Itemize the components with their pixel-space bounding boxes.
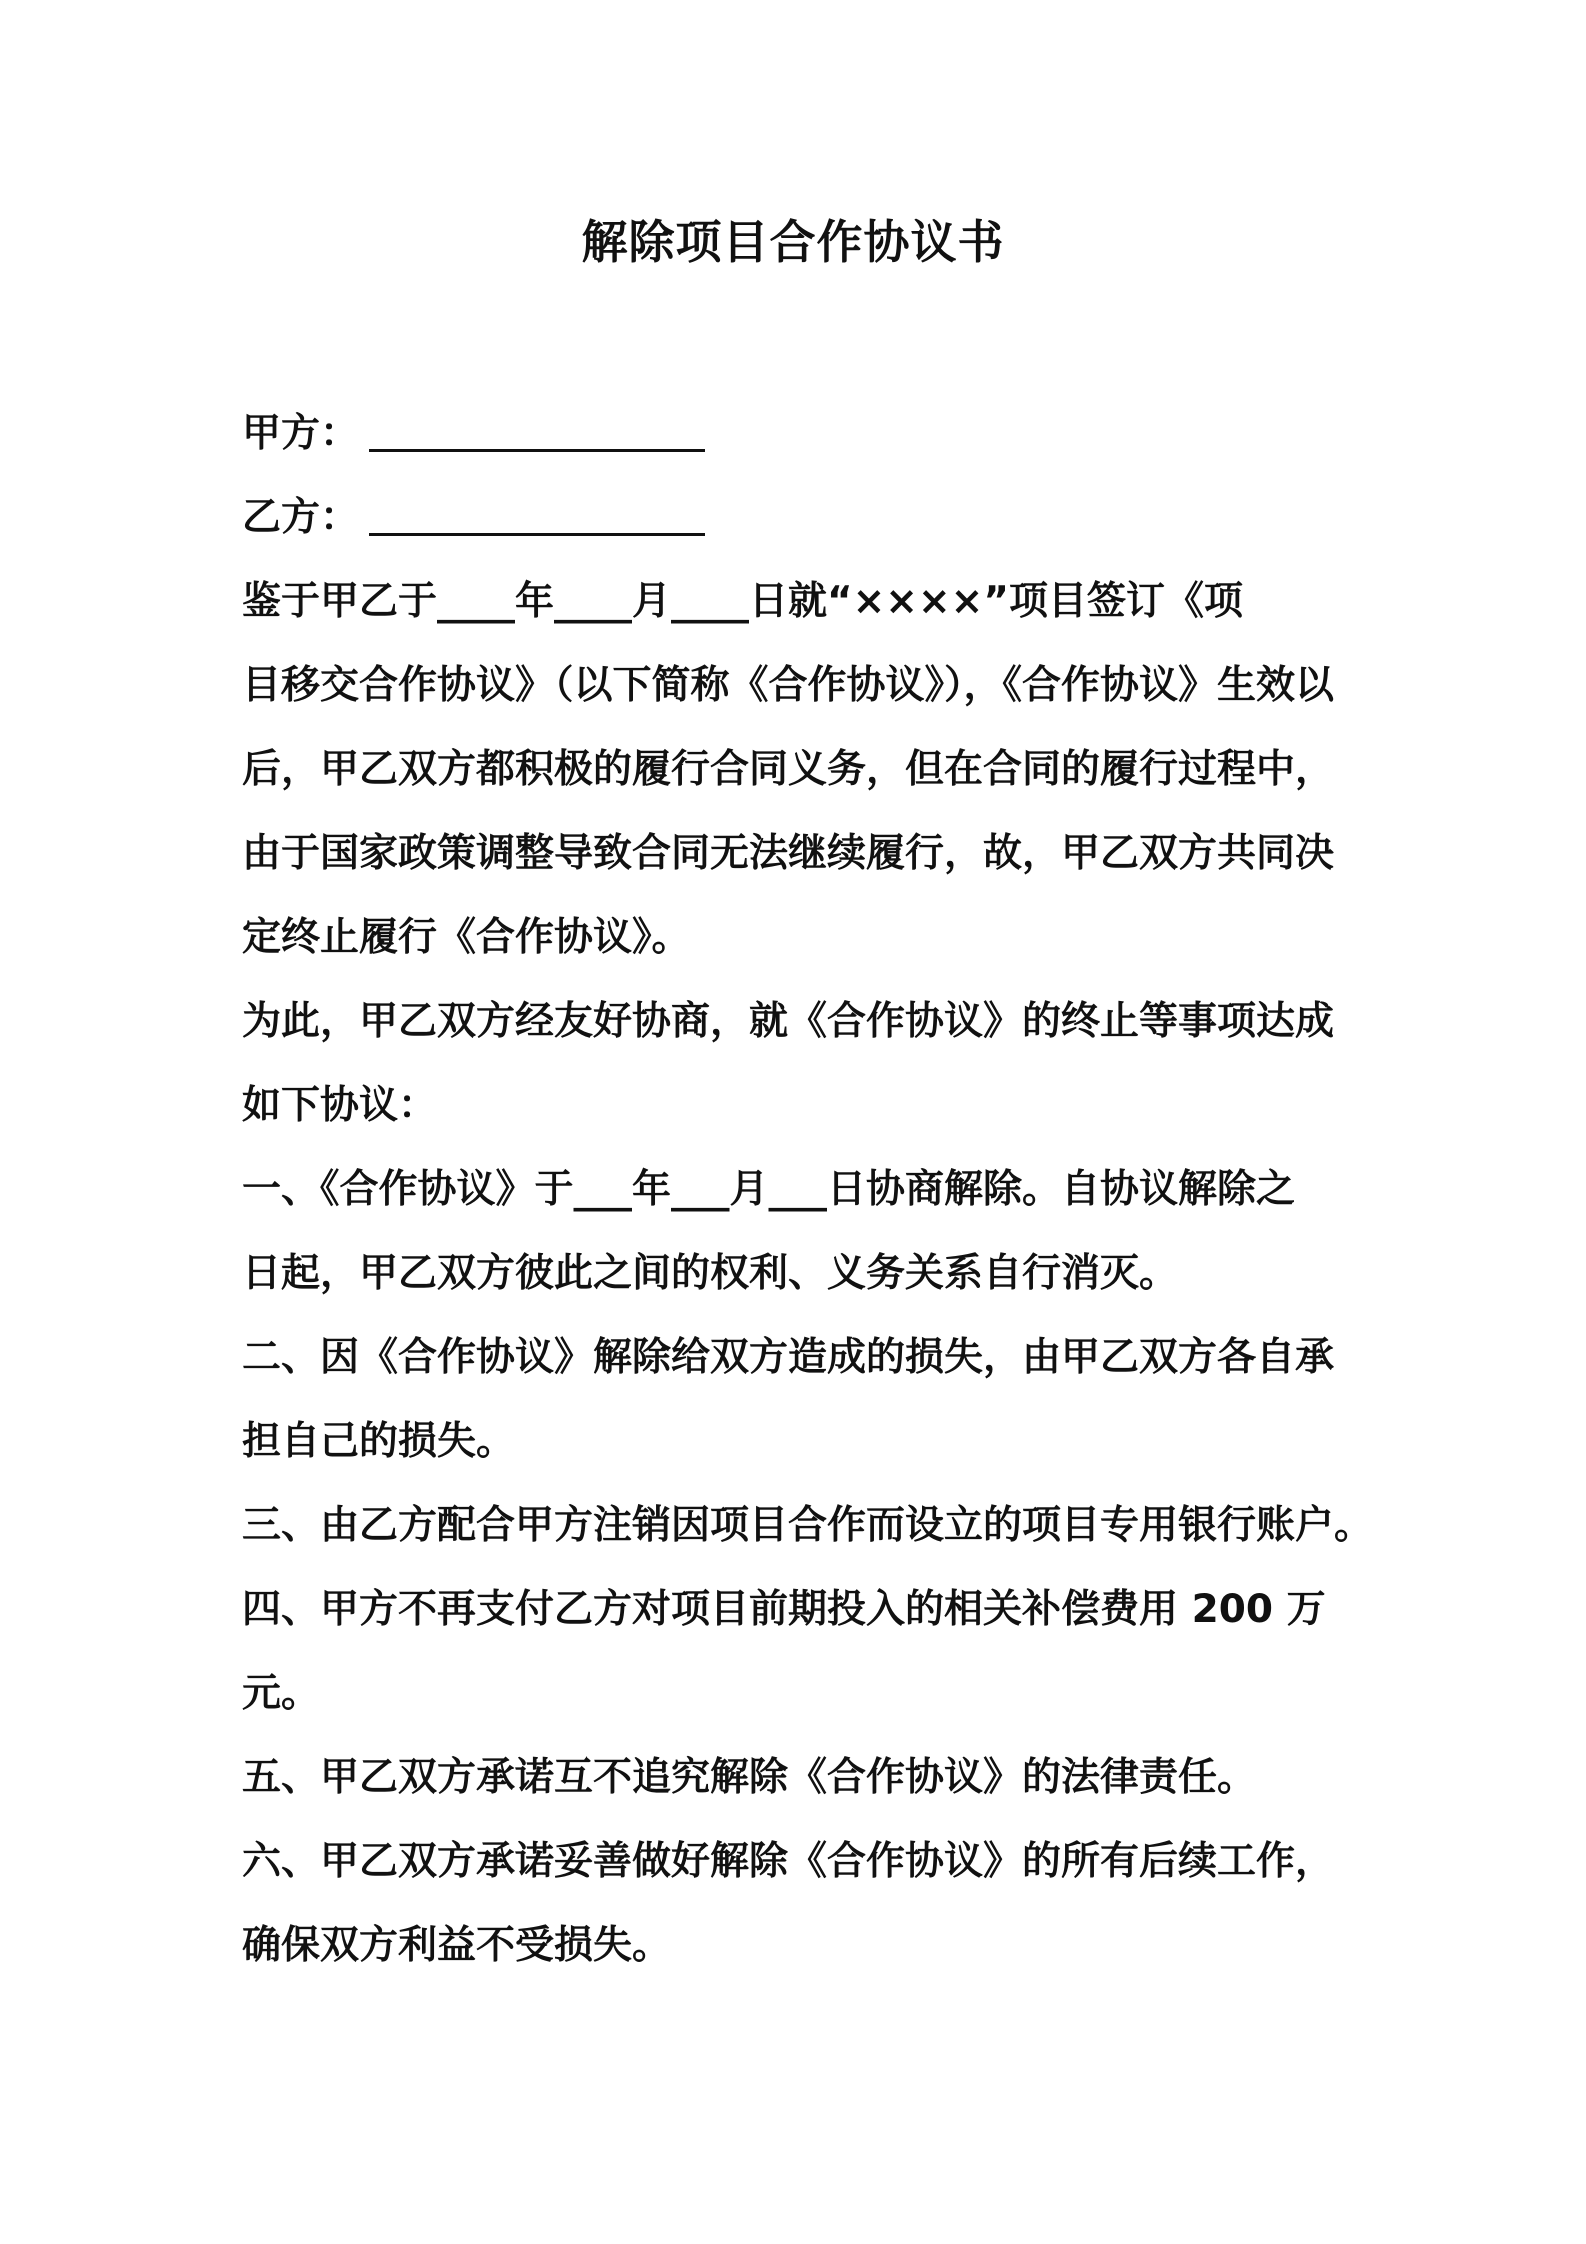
party-a-label: 甲方： bbox=[242, 411, 360, 456]
party-a-line bbox=[242, 392, 1382, 476]
clause-line: 六、甲乙双方承诺妥善做好解除《合作协议》的所有后续工作， bbox=[242, 1839, 1335, 1884]
party-b-line bbox=[242, 476, 1382, 560]
party-b-label: 乙方： bbox=[242, 495, 360, 540]
clause-line: 担自己的损失。 bbox=[242, 1419, 516, 1464]
document-title: 解除项目合作协议书 bbox=[581, 215, 1005, 269]
preamble-line: 目移交合作协议》（以下简称《合作协议》），《合作协议》生效以 bbox=[242, 663, 1335, 708]
clause-line: 二、因《合作协议》解除给双方造成的损失，由甲乙双方各自承 bbox=[242, 1335, 1335, 1380]
clause-line: 日起，甲乙双方彼此之间的权利、义务关系自行消灭。 bbox=[242, 1251, 1179, 1296]
clause-line: 一、《合作协议》于___年___月___日协商解除。自协议解除之 bbox=[242, 1167, 1296, 1212]
preamble-section bbox=[242, 560, 1382, 1148]
party-section bbox=[242, 392, 1382, 560]
preamble-line: 如下协议： bbox=[242, 1083, 438, 1128]
clauses-section bbox=[242, 1148, 1382, 1988]
preamble-line: 为此，甲乙双方经友好协商，就《合作协议》的终止等事项达成 bbox=[242, 999, 1335, 1044]
preamble-line: 由于国家政策调整导致合同无法继续履行，故，甲乙双方共同决 bbox=[242, 831, 1335, 876]
clause-line: 四、甲方不再支付乙方对项目前期投入的相关补偿费用 200 万 bbox=[242, 1587, 1326, 1632]
preamble-line: 定终止履行《合作协议》。 bbox=[242, 915, 691, 960]
party-b-blank bbox=[369, 493, 705, 536]
clause-line: 五、甲乙双方承诺互不追究解除《合作协议》的法律责任。 bbox=[242, 1755, 1257, 1800]
clause-line: 确保双方利益不受损失。 bbox=[242, 1923, 672, 1968]
preamble-line: 鉴于甲乙于____年____月____日就“××××”项目签订《项 bbox=[242, 579, 1243, 624]
preamble-line: 后，甲乙双方都积极的履行合同义务，但在合同的履行过程中， bbox=[242, 747, 1335, 792]
clause-line: 元。 bbox=[242, 1671, 321, 1716]
clause-line: 三、由乙方配合甲方注销因项目合作而设立的项目专用银行账户。 bbox=[242, 1503, 1374, 1548]
party-a-blank bbox=[369, 409, 705, 452]
